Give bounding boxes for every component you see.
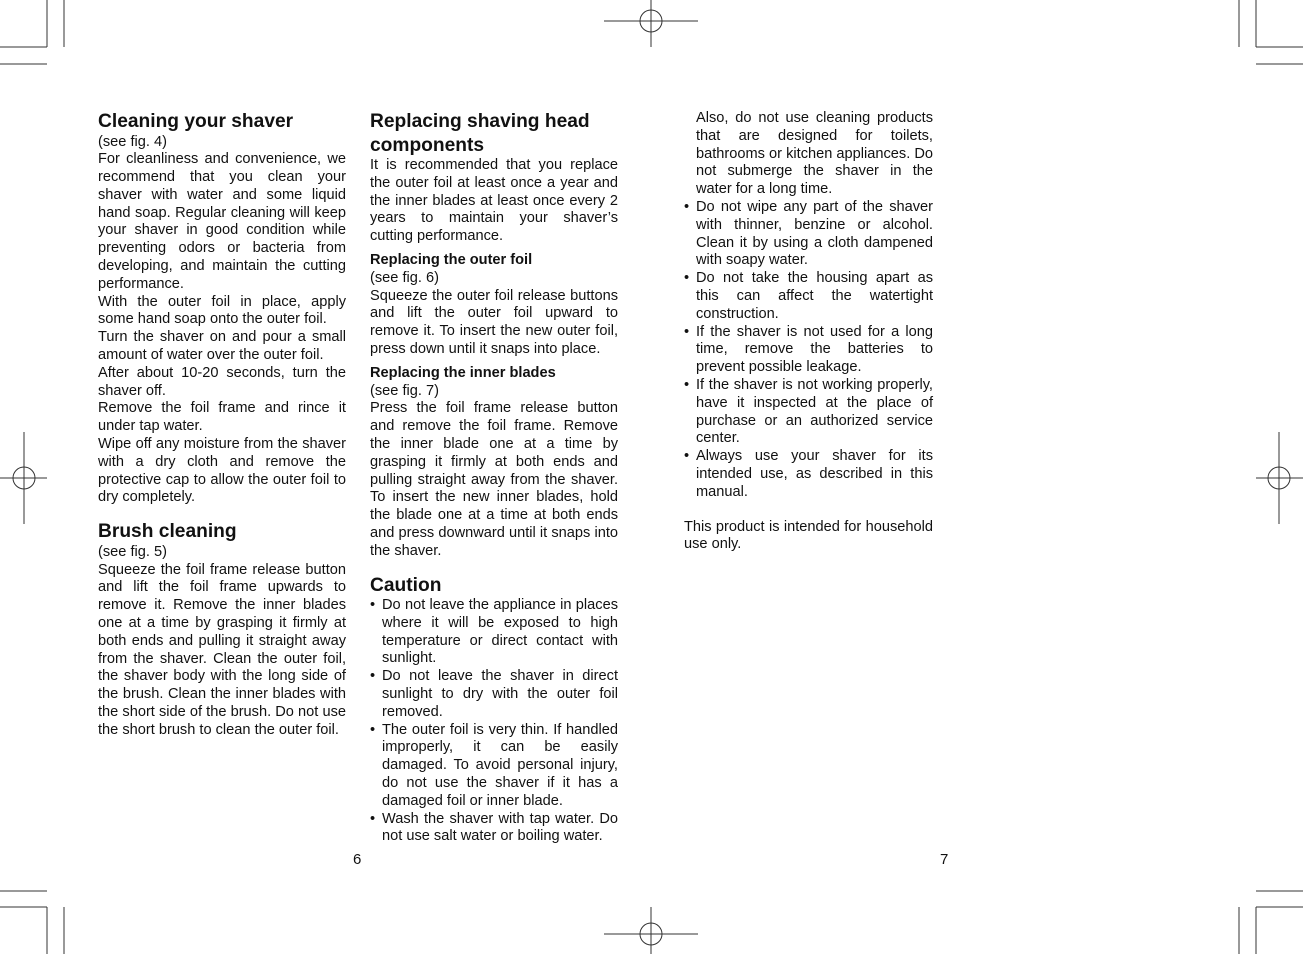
bullet-icon: • [370, 597, 376, 614]
fig-reference: (see fig. 4) [98, 133, 167, 150]
bullet-icon: • [370, 668, 376, 685]
brush-section [98, 520, 346, 739]
caution-section [370, 574, 618, 847]
bullet-icon: • [370, 721, 376, 738]
inner-blades-paragraph: Press the foil frame release button and remove the foil frame. Remove the inner blade one at a time by grasping it firmly at both ends and pulling straight away from the shaver. To insert the new inner blades, hold the blade one at a time at both ends and press downward until it snaps into the shaver. [370, 400, 618, 559]
caution-list-continued [684, 199, 933, 502]
registration-mark-bottom [604, 907, 698, 954]
caution-item-text: If the shaver is not working properly, have it inspected at the place of purchase or an authorized service center. [696, 376, 933, 447]
bullet-icon: • [684, 198, 690, 215]
cleaning-paragraph: For cleanliness and convenience, we recommend that you clean your shaver with water and some liquid hand soap. Regular cleaning will keep your shaver in good condition while preventing odors or bacteria from developing, and maintain the cutting performance. [98, 151, 346, 292]
list-item [370, 811, 618, 847]
cleaning-paragraph: Remove the foil frame and rince it under tap water. [98, 400, 346, 435]
crop-mark-top-left [0, 0, 64, 64]
crop-mark-bottom-right [1239, 891, 1303, 954]
crop-mark-top-right [1239, 0, 1303, 64]
caution-item-text: Do not leave the appliance in places where it will be exposed to high temperature or direct contact with sunlight. [382, 597, 618, 667]
right-page-column [684, 110, 933, 554]
replacing-section [370, 110, 618, 246]
brush-paragraph: Squeeze the foil frame release button and lift the foil frame upwards to remove it. Remove the inner blades one at a time by grasping it firmly at both ends and pulling it straight away from the shaver. Clean the outer foil, the shaver body with the long side of the brush. Clean the inner blades with the short side of the brush. Do not use the short brush to clean the outer foil. [98, 561, 346, 738]
caution-item-text: Do not take the housing apart as this can affect the watertight construction. [696, 270, 933, 322]
replacing-heading: Replacing shaving head components [370, 111, 590, 156]
caution-list [370, 597, 618, 846]
page-number-right: 7 [940, 851, 949, 868]
fig-reference: (see fig. 7) [370, 382, 439, 399]
left-page-column-2 [370, 110, 618, 846]
caution-continued-paragraph: Also, do not use cleaning products that are designed for toilets, bathrooms or kitchen appliances. Do not submerge the shaver in the water for a long time. [696, 110, 933, 198]
caution-item-text: Do not leave the shaver in direct sunlight to dry with the outer foil removed. [382, 668, 618, 720]
caution-item-text: Wash the shaver with tap water. Do not use salt water or boiling water. [382, 810, 618, 845]
cleaning-section [98, 110, 346, 507]
bullet-icon: • [684, 448, 690, 465]
list-item [370, 668, 618, 721]
caution-item-text: Always use your shaver for its intended use, as described in this manual. [696, 448, 933, 500]
cleaning-paragraph: Wipe off any moisture from the shaver with a dry cloth and remove the protective cap to allow the outer foil to dry completely. [98, 436, 346, 506]
list-item [684, 448, 933, 501]
caution-item-text: If the shaver is not used for a long time, remove the batteries to prevent possible leakage. [696, 323, 933, 376]
list-item [684, 377, 933, 448]
household-note: This product is intended for household use only. [684, 518, 933, 553]
bullet-icon: • [684, 323, 690, 340]
bullet-icon: • [684, 270, 690, 287]
bullet-icon: • [370, 810, 376, 827]
cleaning-heading: Cleaning your shaver [98, 111, 294, 132]
registration-mark-right [1256, 432, 1303, 524]
cleaning-paragraph: After about 10-20 seconds, turn the shaver off. [98, 364, 346, 399]
left-page-column-1 [98, 110, 346, 740]
fig-reference: (see fig. 6) [370, 269, 439, 286]
caution-item-text: Do not wipe any part of the shaver with thinner, benzine or alcohol. Clean it by using a cloth dampened with soapy water. [696, 198, 933, 269]
registration-mark-left [0, 432, 47, 524]
list-item [684, 324, 933, 377]
list-item [370, 722, 618, 811]
caution-item-text: The outer foil is very thin. If handled improperly, it can be easily damaged. To avoid personal injury, do not use the shaver if it has a damaged foil or inner blade. [382, 721, 618, 809]
outer-foil-heading: Replacing the outer foil [370, 251, 533, 268]
brush-heading: Brush cleaning [98, 521, 237, 543]
outer-foil-section [370, 252, 618, 359]
cleaning-paragraph: Turn the shaver on and pour a small amount of water over the outer foil. [98, 329, 346, 364]
outer-foil-paragraph: Squeeze the outer foil release buttons and lift the outer foil upward to remove it. To insert the new outer foil, press down until it snaps into place. [370, 287, 618, 357]
fig-reference: (see fig. 5) [98, 543, 167, 560]
list-item [684, 199, 933, 270]
inner-blades-heading: Replacing the inner blades [370, 364, 556, 381]
caution-heading: Caution [370, 574, 442, 596]
page-number-left: 6 [353, 851, 362, 868]
bullet-icon: • [684, 376, 690, 393]
crop-mark-bottom-left [0, 891, 64, 954]
inner-blades-section [370, 365, 618, 561]
list-item [370, 597, 618, 668]
cleaning-paragraph: With the outer foil in place, apply some hand soap onto the outer foil. [98, 293, 346, 328]
list-item [684, 270, 933, 323]
replacing-paragraph: It is recommended that you replace the outer foil at least once a year and the inner blades at least once every 2 years to maintain your shaver’s cutting performance. [370, 157, 618, 245]
registration-mark-top [604, 0, 698, 47]
